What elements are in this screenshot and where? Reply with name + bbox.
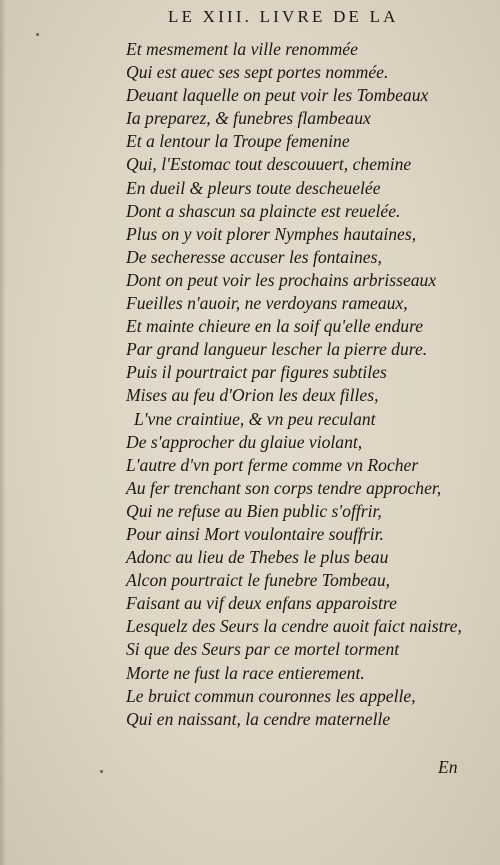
verse-line: De secheresse accuser les fontaines, bbox=[126, 246, 382, 267]
verse-line: Alcon pourtraict le funebre Tombeau, bbox=[126, 570, 391, 591]
verse-line: Si que des Seurs par ce mortel torment bbox=[126, 639, 400, 660]
verse-line: Mises au feu d'Orion les deux filles, bbox=[126, 385, 379, 406]
verse-line: En dueil & pleurs toute descheuelée bbox=[126, 177, 381, 198]
verse-line: Faisant au vif deux enfans apparoistre bbox=[126, 593, 397, 614]
verse-line: Dont on peut voir les prochains arbrisseaux bbox=[126, 269, 437, 290]
verse-line: Dont a shascun sa plaincte est reuelée. bbox=[126, 200, 401, 221]
catchword: En bbox=[438, 757, 458, 777]
verse-line: Qui, l'Estomac tout descouuert, chemine bbox=[126, 154, 412, 175]
verse-line: Puis il pourtraict par figures subtiles bbox=[126, 362, 387, 383]
verse-line: Qui est auec ses sept portes nommée. bbox=[126, 62, 389, 83]
verse-line: L'autre d'vn port ferme comme vn Rocher bbox=[126, 454, 419, 475]
verse-line: Pour ainsi Mort voulontaire souffrir. bbox=[126, 523, 384, 544]
verse-line: L'vne craintiue, & vn peu reculant bbox=[134, 408, 376, 429]
verse-line: Plus on y voit plorer Nymphes hautaines, bbox=[126, 223, 417, 244]
verse-line: De s'approcher du glaiue violant, bbox=[126, 431, 363, 452]
verse-line: Et a lentour la Troupe femenine bbox=[126, 131, 350, 152]
verse-line: Qui en naissant, la cendre maternelle bbox=[126, 708, 391, 729]
verse-line: Le bruict commun couronnes les appelle, bbox=[126, 685, 416, 706]
verse-block bbox=[126, 38, 466, 731]
verse-line: Morte ne fust la race entierement. bbox=[126, 662, 365, 683]
verse-line: Fueilles n'auoir, ne verdoyans rameaux, bbox=[126, 293, 408, 314]
verse-line: Deuant laquelle on peut voir les Tombeaux bbox=[126, 85, 429, 106]
running-head: LE XIII. LIVRE DE LA bbox=[168, 7, 399, 26]
verse-line: Lesquelz des Seurs la cendre auoit faict naistre, bbox=[126, 616, 462, 637]
verse-line: Et mainte chieure en la soif qu'elle endure bbox=[126, 316, 424, 337]
verse-line: Ia preparez, & funebres flambeaux bbox=[126, 108, 371, 129]
verse-line: Au fer trenchant son corps tendre approcher, bbox=[126, 477, 442, 498]
verse-line: Qui ne refuse au Bien public s'offrir, bbox=[126, 500, 382, 521]
verse-line: Et mesmement la ville renommée bbox=[126, 39, 358, 59]
paper-speck bbox=[36, 33, 39, 36]
gutter-shadow bbox=[0, 0, 6, 865]
paper-speck bbox=[100, 770, 103, 773]
verse-line: Adonc au lieu de Thebes le plus beau bbox=[126, 547, 389, 568]
verse-line: Par grand langueur lescher la pierre dure. bbox=[126, 339, 428, 360]
